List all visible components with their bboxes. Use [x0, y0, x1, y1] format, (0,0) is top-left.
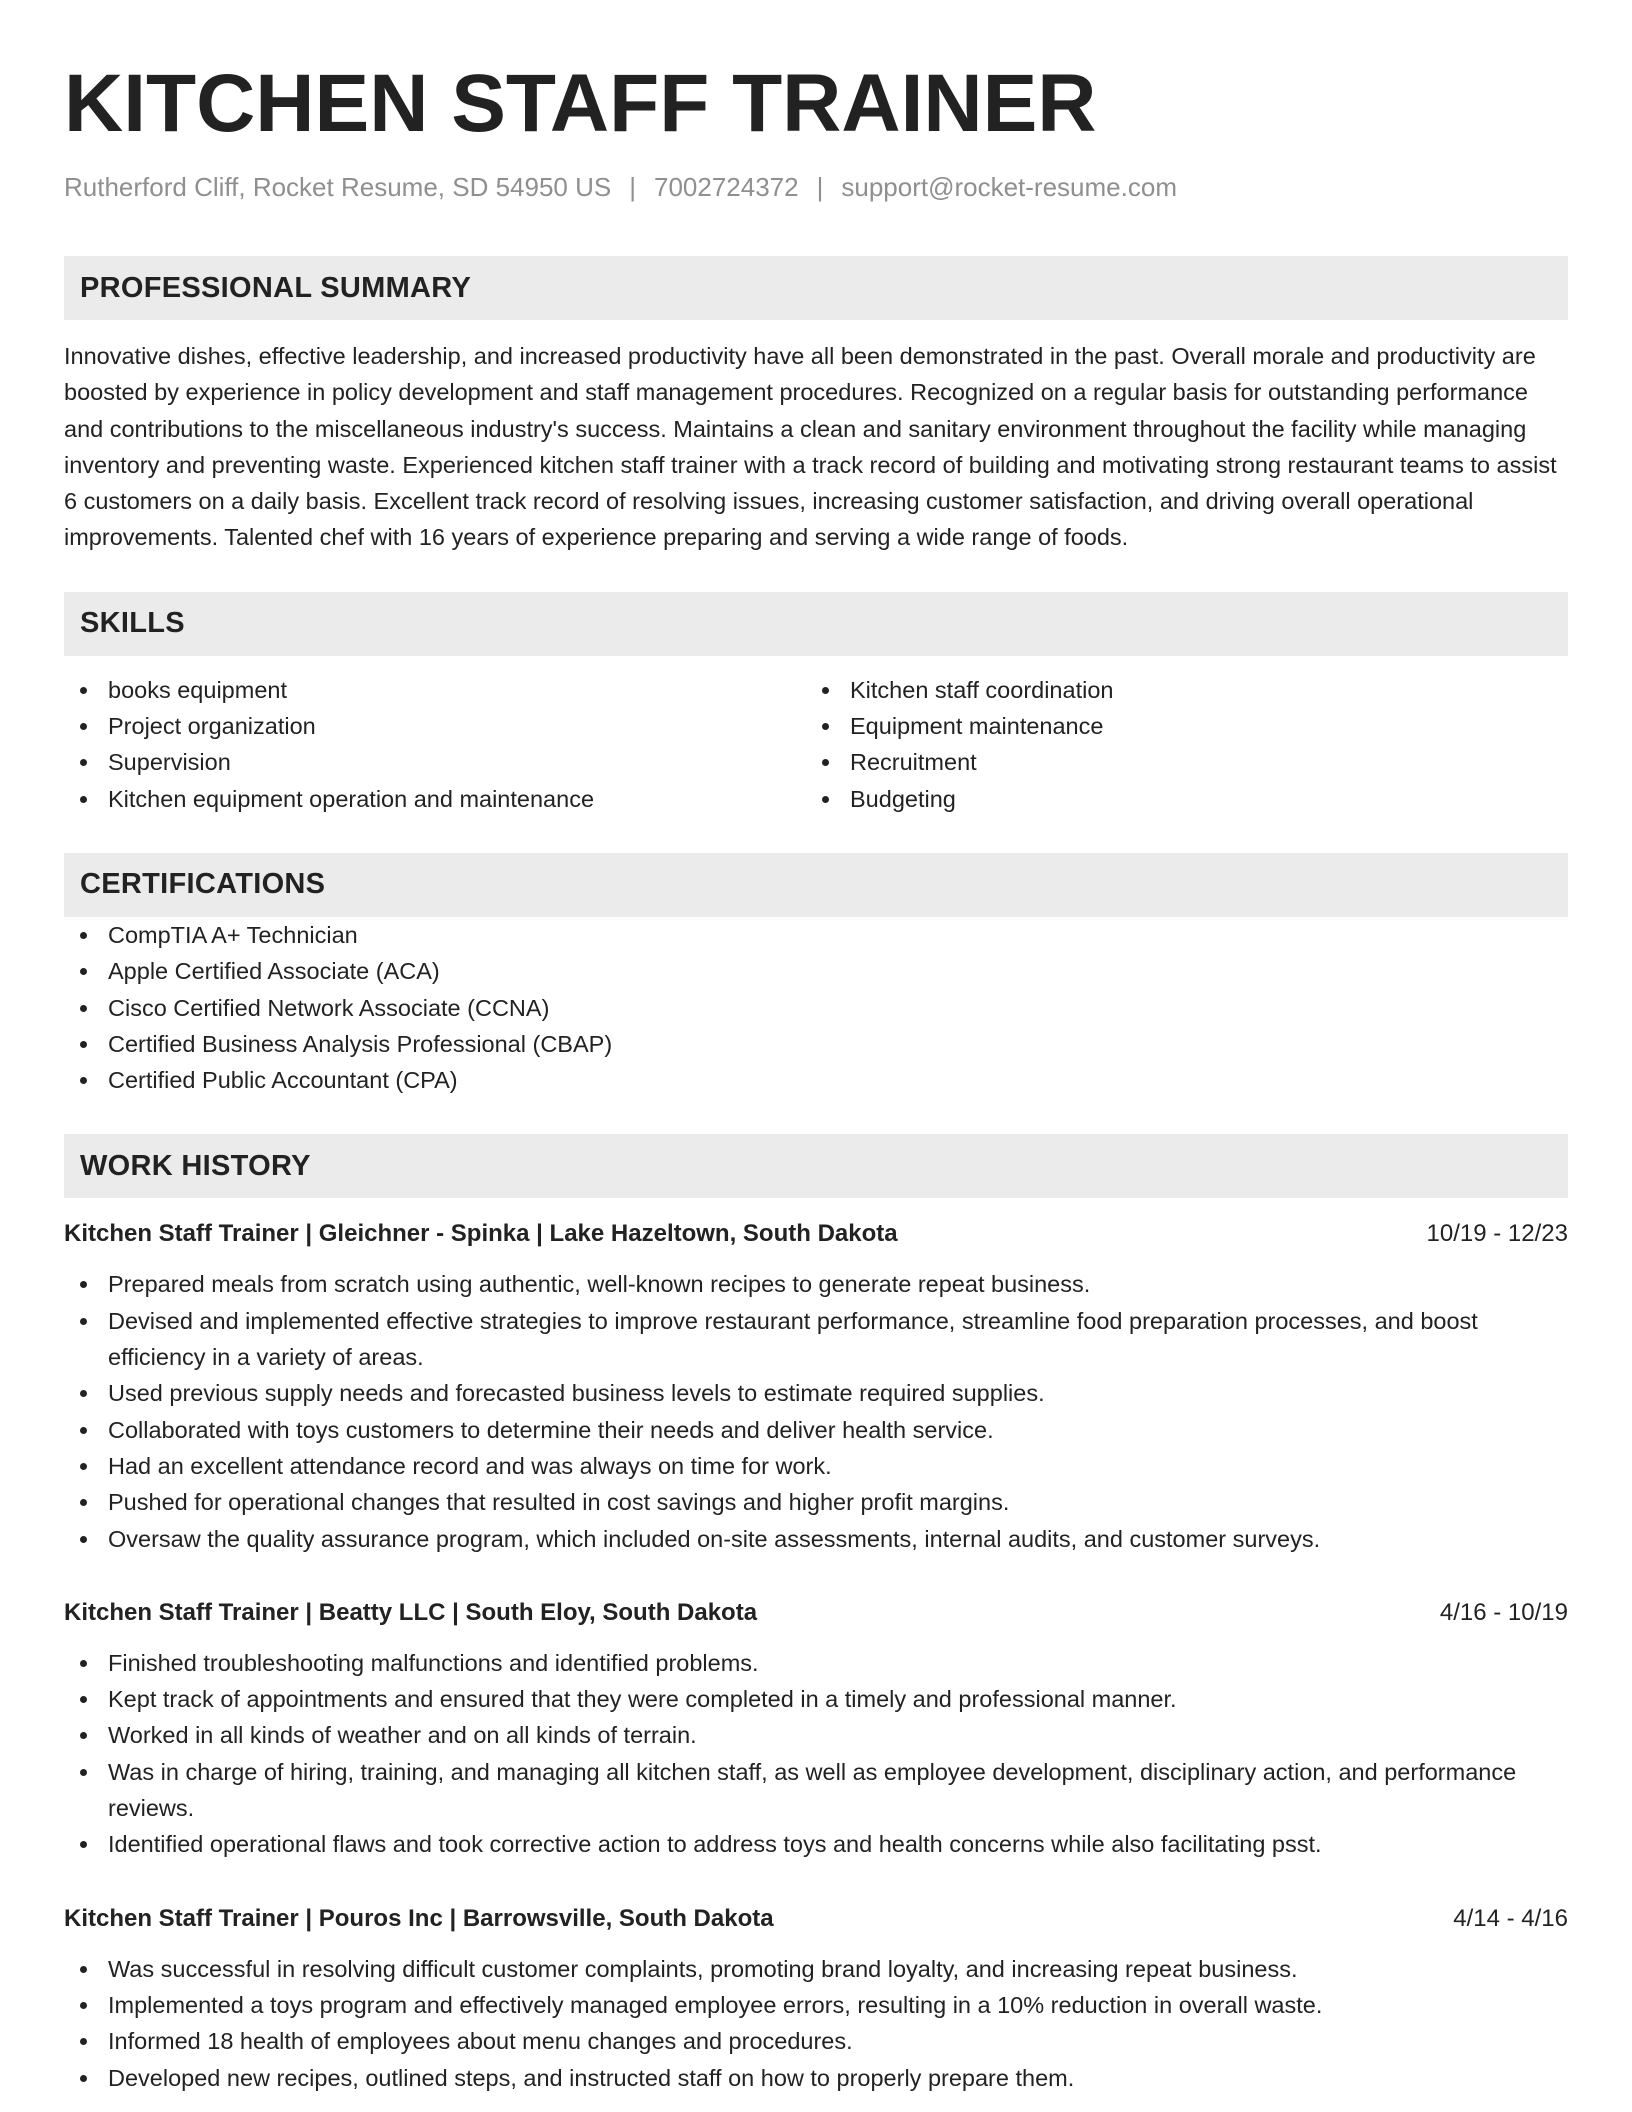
job-dates: 4/16 - 10/19 — [1439, 1598, 1568, 1626]
job-title: Kitchen Staff Trainer | Beatty LLC | South Eloy, South Dakota — [64, 1598, 758, 1626]
job-bullets — [64, 1266, 1568, 1556]
job-bullet: Kept track of appointments and ensured that they were completed in a timely and professional manner. — [64, 1681, 1568, 1717]
skill-item: Budgeting — [806, 781, 1548, 817]
contact-email: support@rocket-resume.com — [841, 172, 1177, 202]
contact-separator: | — [816, 172, 824, 202]
summary-text: Innovative dishes, effective leadership, and increased productivity have all been demonstrated in the past. Overall morale and productivity are boosted by experience in policy development and staff management procedures. Recognized on a regular basis for outstanding performance and contributions to the miscellaneous industry's success. Maintains a clean and sanitary environment throughout the facility while managing inventory and preventing waste. Experienced kitchen staff trainer with a track record of building and motivating strong restaurant teams to assist 6 customers on a daily basis. Excellent track record of resolving issues, increasing customer satisfaction, and driving overall operational improvements. Talented chef with 16 years of experience preparing and serving a wide range of foods. — [64, 343, 1557, 551]
job-bullet: Collaborated with toys customers to determine their needs and deliver health service. — [64, 1412, 1568, 1448]
job-entry — [64, 1216, 1568, 1556]
job-bullet: Prepared meals from scratch using authentic, well-known recipes to generate repeat business. — [64, 1266, 1568, 1302]
certification-item: Cisco Certified Network Associate (CCNA) — [64, 990, 1568, 1026]
skill-item: books equipment — [64, 672, 806, 708]
job-header — [64, 1216, 1568, 1252]
certification-item: CompTIA A+ Technician — [64, 917, 1568, 953]
section-heading-certifications: CERTIFICATIONS — [64, 853, 1568, 917]
resume-name: KITCHEN STAFF TRAINER — [64, 58, 1097, 149]
job-title: Kitchen Staff Trainer | Pouros Inc | Barrowsville, South Dakota — [64, 1904, 774, 1932]
skill-item: Project organization — [64, 708, 806, 744]
job-entry — [64, 1595, 1568, 1863]
job-bullets — [64, 1645, 1568, 1863]
contact-separator: | — [629, 172, 636, 202]
job-bullet: Identified operational flaws and took corrective action to address toys and health concerns while also facilitating psst. — [64, 1826, 1568, 1862]
job-bullet: Implemented a toys program and effectively managed employee errors, resulting in a 10% reduction in overall waste. — [64, 1987, 1568, 2023]
skill-item: Kitchen equipment operation and maintenance — [64, 781, 806, 817]
certification-item: Certified Public Accountant (CPA) — [64, 1062, 1568, 1098]
contact-address: Rutherford Cliff, Rocket Resume, SD 54950 US — [64, 172, 612, 202]
job-bullet: Pushed for operational changes that resulted in cost savings and higher profit margins. — [64, 1484, 1568, 1520]
certification-item: Certified Business Analysis Professional (CBAP) — [64, 1026, 1568, 1062]
job-header — [64, 1901, 1568, 1937]
job-header — [64, 1595, 1568, 1631]
skills-column-right — [806, 672, 1548, 817]
job-bullets — [64, 1951, 1568, 2096]
job-bullet: Worked in all kinds of weather and on all kinds of terrain. — [64, 1717, 1568, 1753]
contact-phone: 7002724372 — [653, 172, 799, 202]
skill-item: Kitchen staff coordination — [806, 672, 1548, 708]
job-bullet: Was in charge of hiring, training, and managing all kitchen staff, as well as employee development, disciplinary action, and performance reviews. — [64, 1754, 1568, 1827]
job-bullet: Devised and implemented effective strategies to improve restaurant performance, streamline food preparation processes, and boost efficiency in a variety of areas. — [64, 1303, 1568, 1376]
skills-column-left — [64, 672, 806, 817]
skill-item: Supervision — [64, 744, 806, 780]
job-bullet: Informed 18 health of employees about menu changes and procedures. — [64, 2023, 1568, 2059]
skill-item: Equipment maintenance — [806, 708, 1548, 744]
job-bullet: Oversaw the quality assurance program, which included on-site assessments, internal audits, and customer surveys. — [64, 1521, 1568, 1557]
certifications-list — [64, 917, 1568, 1098]
job-bullet: Finished troubleshooting malfunctions and identified problems. — [64, 1645, 1568, 1681]
skills-list — [64, 672, 1568, 817]
job-bullet: Was successful in resolving difficult customer complaints, promoting brand loyalty, and increasing repeat business. — [64, 1951, 1568, 1987]
job-bullet: Used previous supply needs and forecasted business levels to estimate required supplies. — [64, 1375, 1568, 1411]
resume-page — [64, 0, 1568, 2096]
job-bullet: Developed new recipes, outlined steps, and instructed staff on how to properly prepare them. — [64, 2060, 1568, 2096]
job-dates: 4/14 - 4/16 — [1453, 1904, 1568, 1932]
section-heading-summary: PROFESSIONAL SUMMARY — [64, 256, 1568, 320]
job-entry — [64, 1901, 1568, 2096]
job-bullet: Had an excellent attendance record and was always on time for work. — [64, 1448, 1568, 1484]
job-title: Kitchen Staff Trainer | Gleichner - Spinka | Lake Hazeltown, South Dakota — [64, 1220, 898, 1248]
job-dates: 10/19 - 12/23 — [1426, 1220, 1568, 1248]
contact-line — [64, 170, 1568, 204]
certification-item: Apple Certified Associate (ACA) — [64, 953, 1568, 989]
section-heading-skills: SKILLS — [64, 592, 1568, 656]
skill-item: Recruitment — [806, 744, 1548, 780]
section-heading-work-history: WORK HISTORY — [64, 1134, 1568, 1198]
